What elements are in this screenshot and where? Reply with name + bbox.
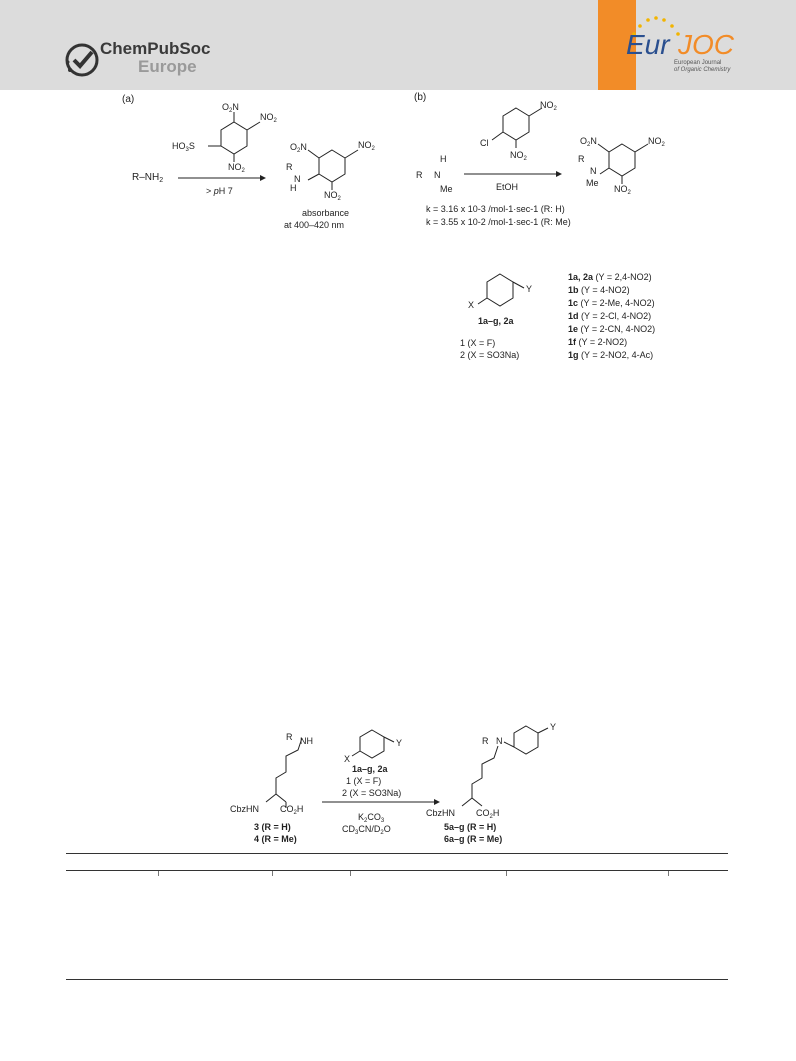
solvent-etoh: EtOH (496, 182, 519, 192)
svg-text:NO2: $NO_2$ (228, 162, 245, 174)
solvent-mix: $CD_3CN/D_2O$ (342, 824, 391, 836)
svg-text:N: N (294, 174, 301, 184)
base-k2co3: $K_2CO_3$ (358, 812, 385, 824)
svg-text:O2N: $O_2N$ (290, 142, 307, 154)
svg-text:CbzHN: CbzHN (230, 804, 260, 814)
svg-text:NO2: $NO_2$ (540, 100, 557, 112)
scheme-b-label: (b) (414, 92, 427, 103)
scheme-b (410, 88, 710, 238)
svg-text:H: H (290, 183, 297, 193)
svg-text:R: R (286, 732, 293, 742)
svg-text:CbzHN: CbzHN (426, 808, 456, 818)
x-def-1: 1 (X = F) (460, 338, 496, 348)
svg-text:Me: Me (440, 184, 453, 194)
lysine-product-structure (462, 726, 548, 806)
svg-text:NO2: $NO_2$ (324, 190, 341, 202)
column-divider (272, 871, 273, 876)
table-header-rule (66, 870, 728, 871)
svg-text:NH: NH (300, 736, 313, 746)
svg-text:H: H (440, 154, 447, 164)
reagent-def-2: 2 (X = SO3Na) (342, 788, 402, 798)
aryl-ring-generic (478, 274, 524, 306)
column-divider (668, 871, 669, 876)
svg-text:Eur: Eur (626, 29, 670, 60)
condition-ph: > pH 7 (206, 186, 233, 196)
absorbance-range: at 400–420 nm (284, 220, 345, 230)
svg-text:CO2H: $CO_2H$ (280, 804, 304, 816)
svg-text:1g (Y = 2-NO2, 4-Ac): 1g (Y = 2-NO2, 4-Ac) (568, 350, 654, 360)
y-def-list (568, 272, 655, 360)
table-top-rule (66, 853, 728, 854)
eurjoc-logo-icon (618, 12, 758, 76)
scheme-c (230, 716, 590, 852)
prod-label-5: 5a–g (R = H) (444, 822, 497, 832)
svg-text:1b (Y = 4-NO2): 1b (Y = 4-NO2) (568, 285, 630, 295)
svg-text:N: N (590, 166, 597, 176)
x-def-2: 2 (X = SO3Na) (460, 350, 520, 360)
svg-text:R: R (286, 162, 293, 172)
reactant-amine: $R-NH_2$ (132, 172, 164, 184)
sm-label-3: 3 (R = H) (254, 822, 291, 832)
tnp-amine-structure (308, 150, 358, 190)
svg-text:O2N: $O_2N$ (580, 136, 597, 148)
svg-text:HO3S: $HO_3S$ (172, 141, 195, 153)
tnbs-structure (208, 112, 260, 162)
svg-text:of Organic Chemistry: of Organic Chemistry (674, 67, 731, 73)
reagent-def-1: 1 (X = F) (346, 776, 382, 786)
svg-text:NO2: $NO_2$ (358, 140, 375, 152)
svg-text:X: X (344, 754, 351, 764)
svg-text:1f (Y = 2-NO2): 1f (Y = 2-NO2) (568, 337, 628, 347)
svg-text:NO2: $NO_2$ (614, 184, 631, 196)
svg-text:Y: Y (396, 738, 403, 748)
prod-label-6: 6a–g (R = Me) (444, 834, 503, 844)
cdnb-structure (492, 108, 542, 148)
ring-label: 1a–g, 2a (478, 316, 514, 326)
sm-label-4: 4 (R = Me) (254, 834, 297, 844)
rate-constant-me: k = 3.55 x 10-2 /mol-1·sec-1 (R: Me) (426, 217, 571, 227)
svg-text:Cl: Cl (480, 138, 489, 148)
absorbance-caption: absorbance (302, 208, 350, 218)
publisher-region: Europe (138, 57, 197, 76)
svg-text:N: N (496, 736, 503, 746)
svg-text:1a, 2a (Y = 2,4-NO2): 1a, 2a (Y = 2,4-NO2) (568, 272, 652, 282)
publisher-name: ChemPubSoc (100, 39, 211, 58)
svg-text:NO2: $NO_2$ (648, 136, 665, 148)
svg-text:CO2H: $CO_2H$ (476, 808, 500, 820)
aryl-reagent-structure (352, 730, 394, 758)
chempubsoc-logo-icon (62, 40, 102, 80)
svg-text:JOC: JOC (678, 29, 734, 60)
lysine-start-structure (266, 738, 302, 808)
svg-text:1d (Y = 2-Cl, 4-NO2): 1d (Y = 2-Cl, 4-NO2) (568, 311, 652, 321)
dnp-amine-structure (598, 144, 648, 184)
svg-text:1c (Y = 2-Me, 4-NO2): 1c (Y = 2-Me, 4-NO2) (568, 298, 655, 308)
svg-text:R: R (416, 170, 423, 180)
scheme-a-label: (a) (122, 94, 135, 105)
column-divider (158, 871, 159, 876)
svg-text:N: N (434, 170, 441, 180)
reagent-label: 1a–g, 2a (352, 764, 388, 774)
scheme-a (110, 92, 400, 237)
table-bottom-rule (66, 979, 728, 980)
svg-text:Me: Me (586, 178, 599, 188)
column-divider (350, 871, 351, 876)
svg-text:R: R (578, 154, 585, 164)
svg-text:1e (Y = 2-CN, 4-NO2): 1e (Y = 2-CN, 4-NO2) (568, 324, 656, 334)
svg-text:Y: Y (526, 284, 533, 294)
svg-text:O2N: $O_2N$ (222, 102, 239, 114)
rate-constant-h: k = 3.16 x 10-3 /mol-1·sec-1 (R: H) (426, 204, 565, 214)
svg-text:X: X (468, 300, 475, 310)
svg-text:NO2: $NO_2$ (510, 150, 527, 162)
column-divider (506, 871, 507, 876)
svg-text:R: R (482, 736, 489, 746)
svg-text:NO2: $NO_2$ (260, 112, 277, 124)
svg-text:Y: Y (550, 722, 557, 732)
svg-text:European Journal: European Journal (674, 60, 722, 66)
compound-list (460, 256, 710, 368)
